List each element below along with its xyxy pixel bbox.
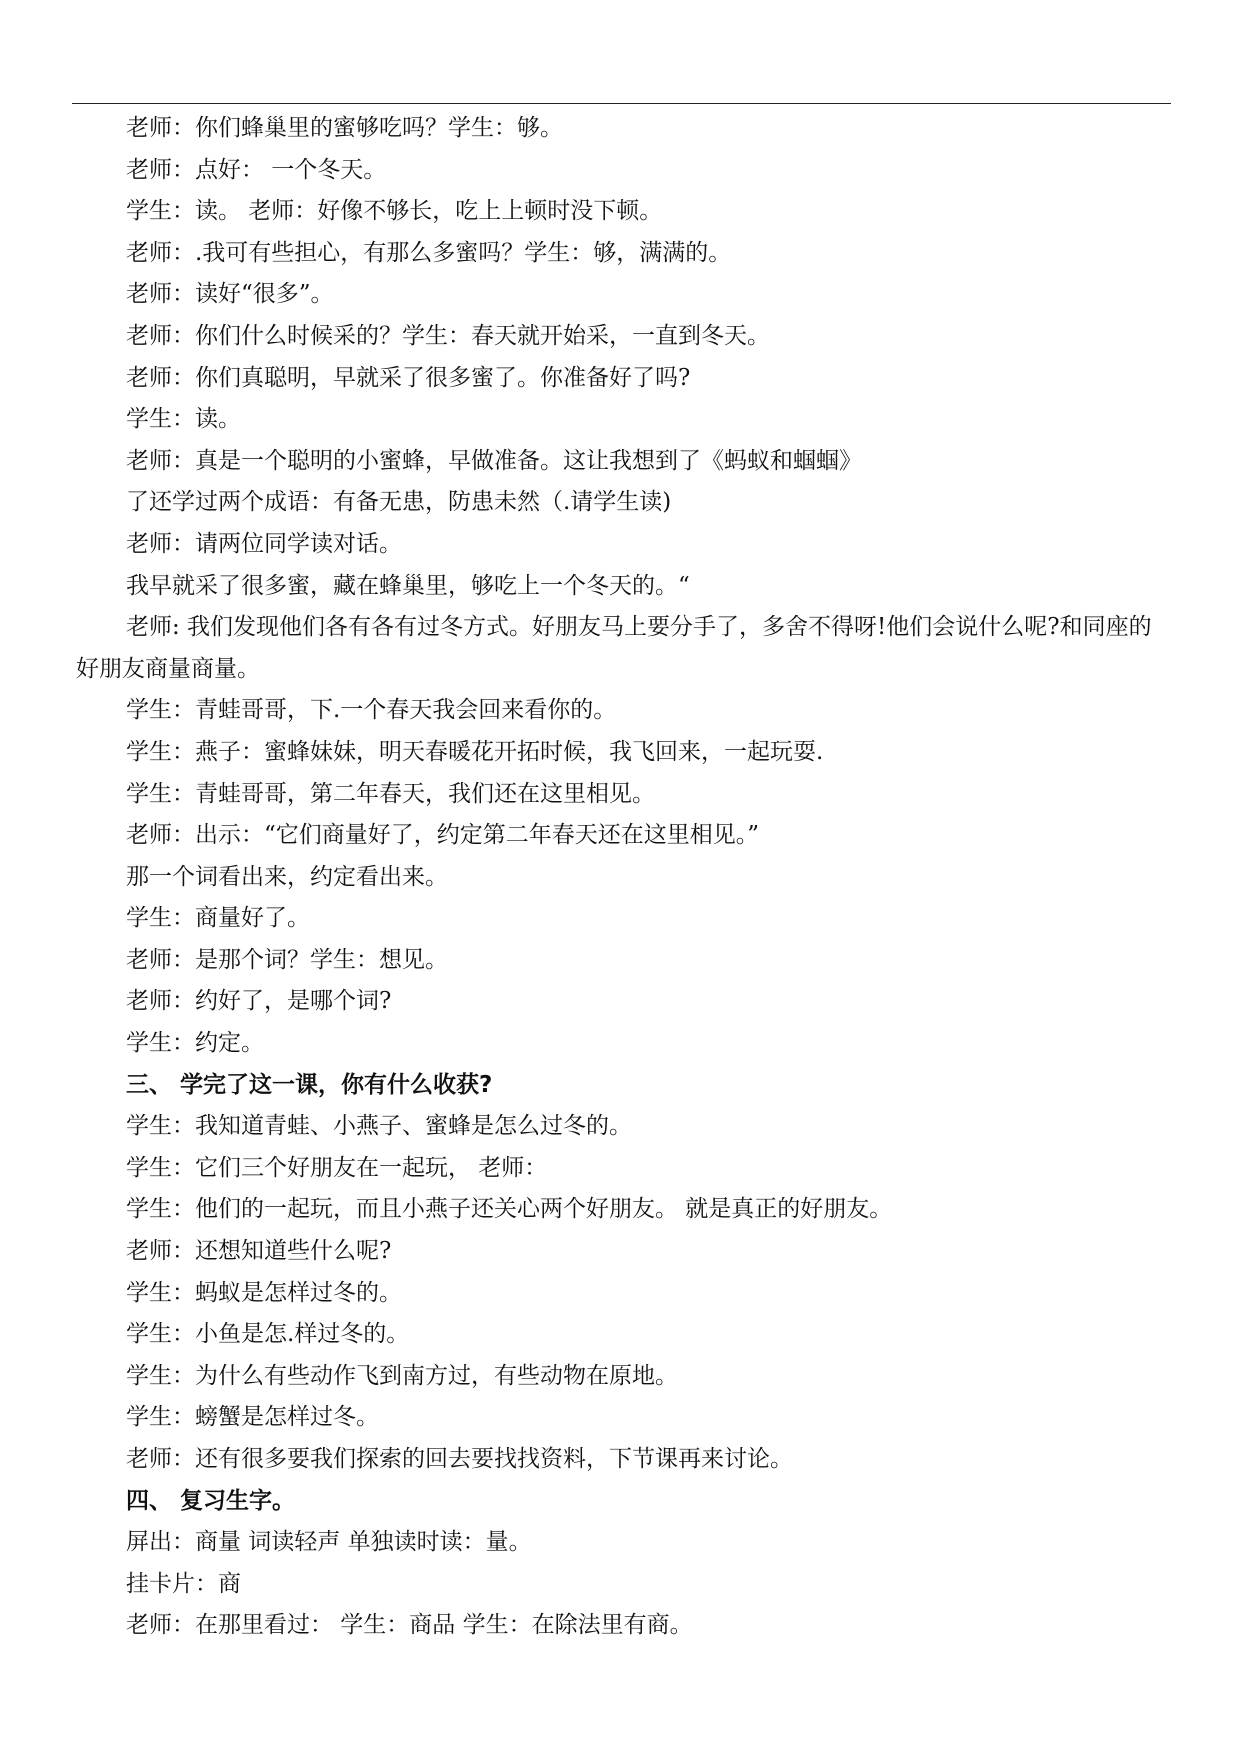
dialogue-line: 学生：蚂蚁是怎样过冬的。 — [126, 1279, 402, 1306]
dialogue-line: 学生：我知道青蛙、小燕子、蜜蜂是怎么过冬的。 — [126, 1113, 632, 1140]
dialogue-line: 学生：他们的一起玩，而且小燕子还关心两个好朋友。 就是真正的好朋友。 — [126, 1196, 893, 1223]
dialogue-line: 老师：你们蜂巢里的蜜够吃吗？学生：够。 — [126, 115, 563, 141]
dialogue-line: 学生：燕子：蜜蜂妹妹，明天春暖花开拓时候，我飞回来，一起玩耍. — [126, 738, 824, 765]
dialogue-line: 老师：是那个词？学生：想见。 — [126, 946, 448, 973]
dialogue-line: 老师：在那里看过： 学生：商品 学生：在除法里有商。 — [126, 1612, 693, 1639]
section-heading: 四、 复习生字。 — [126, 1487, 296, 1514]
dialogue-line: 学生：小鱼是怎.样过冬的。 — [126, 1321, 410, 1348]
dialogue-line: 学生：它们三个好朋友在一起玩， 老师： — [126, 1154, 548, 1181]
section-heading: 三、 学完了这一课，你有什么收获? — [126, 1071, 493, 1098]
dialogue-line: 老师：约好了，是哪个词? — [126, 988, 392, 1015]
dialogue-line: 老师：读好“很多”。 — [126, 281, 334, 308]
dialogue-line: 学生：螃蟹是怎样过冬。 — [126, 1404, 379, 1431]
dialogue-line: 学生：约定。 — [126, 1030, 264, 1057]
dialogue-line: 老师：出示：“它们商量好了，约定第二年春天还在这里相见。” — [126, 822, 760, 849]
dialogue-line: 老师：还有很多要我们探索的回去要找找资料，下节课再来讨论。 — [126, 1446, 793, 1472]
dialogue-line: 那一个词看出来，约定看出来。 — [126, 863, 448, 890]
dialogue-line: 了还学过两个成语：有备无患，防患未然（.请学生读) — [126, 489, 672, 516]
dialogue-line: 老师：还想知道些什么呢? — [126, 1238, 392, 1265]
dialogue-line: 我早就采了很多蜜，藏在蜂巢里，够吃上一个冬天的。“ — [126, 572, 690, 599]
dialogue-line: 老师：.我可有些担心，有那么多蜜吗？学生：够，满满的。 — [126, 239, 732, 266]
dialogue-line: 老师：真是一个聪明的小蜜蜂，早做准备。这让我想到了《蚂蚁和蝈蝈》 — [126, 447, 862, 474]
dialogue-line: 学生：读。 — [126, 406, 241, 433]
dialogue-line: 学生：商量好了。 — [126, 905, 310, 932]
dialogue-line: 挂卡片：商 — [126, 1570, 241, 1597]
dialogue-line: 学生：青蛙哥哥，第二年春天，我们还在这里相见。 — [126, 780, 655, 807]
dialogue-line: 学生：青蛙哥哥，下.一个春天我会回来看你的。 — [126, 697, 617, 724]
header-rule — [72, 103, 1171, 104]
dialogue-line: 学生：读。 老师：好像不够长，吃上上顿时没下顿。 — [126, 198, 663, 225]
dialogue-line: 学生：为什么有些动作飞到南方过，有些动物在原地。 — [126, 1362, 678, 1389]
dialogue-line: 老师：点好： 一个冬天。 — [126, 156, 387, 183]
dialogue-line: 老师：请两位同学读对话。 — [126, 530, 402, 557]
dialogue-line: 老师：你们什么时候采的？学生：春天就开始采，一直到冬天。 — [126, 322, 770, 349]
dialogue-line: 屏出：商量 词读轻声 单独读时读：量。 — [126, 1529, 532, 1556]
dialogue-line: 老师：你们真聪明，早就采了很多蜜了。你准备好了吗? — [126, 364, 691, 391]
dialogue-paragraph: 老师: 我们发现他们各有各有过冬方式。好朋友马上要分手了，多舍不得呀!他们会说什么呢?和同座的好朋友商量商量。 — [76, 614, 1152, 682]
document-body — [76, 108, 1171, 1647]
